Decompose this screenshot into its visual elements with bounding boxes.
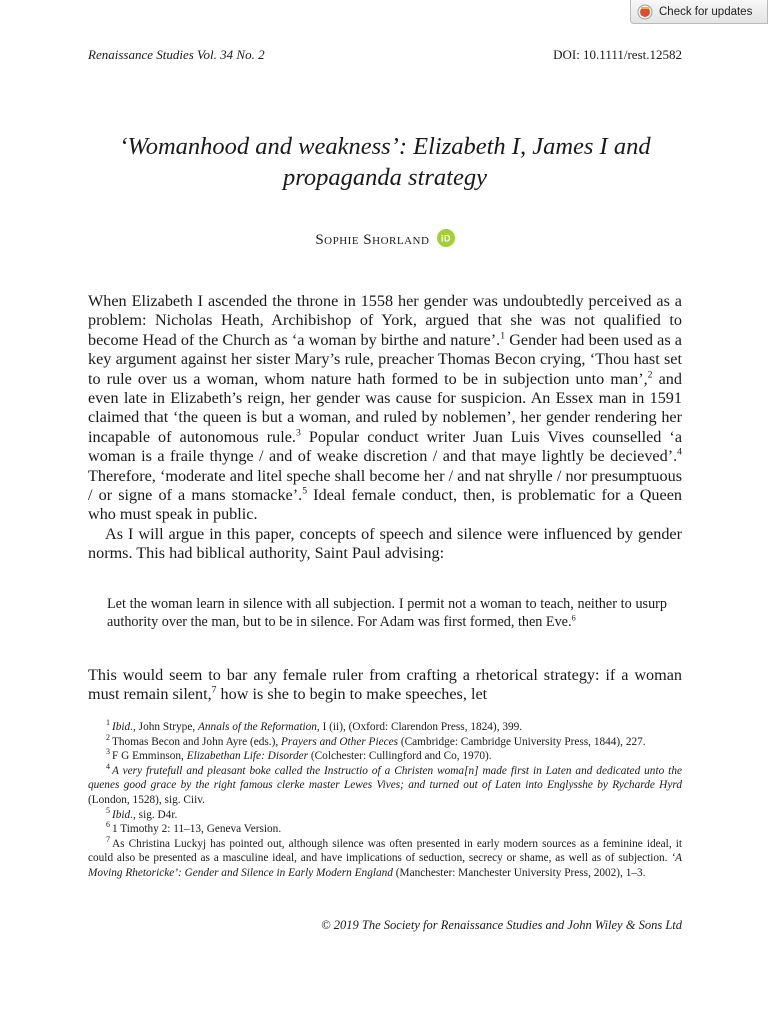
fn6-text-a: 1 Timothy 2: 11–13, Geneva Version.: [112, 823, 282, 836]
fn1-title: Annals of the Reformation: [198, 721, 317, 733]
footnote-4: [88, 764, 682, 808]
footnote-7: [88, 834, 682, 881]
fn2-text-b: (Cambridge: Cambridge University Press, 1844), 227.: [398, 735, 646, 748]
check-updates-icon: [637, 4, 653, 20]
orcid-label: iD: [440, 233, 451, 244]
orcid-icon[interactable]: [437, 229, 455, 247]
fn7-title: ‘A Moving Rhetoricke’: Gender and Silence in Early Modern England: [88, 852, 682, 879]
footnote-ref-3[interactable]: 3: [295, 427, 301, 439]
running-header: [88, 47, 682, 65]
footnote-3: [88, 749, 682, 764]
footnote-ref-1[interactable]: 1: [500, 330, 506, 342]
footnote-ref-6[interactable]: 6: [571, 611, 576, 622]
p3-text-a: This would seem to bar any female ruler from crafting a rhetorical strategy: if a woman must remain silent,: [88, 666, 682, 704]
p1-text-a: When Elizabeth I ascended the throne in 1558 her gender was undoubtedly perceived as a problem: Nicholas Heath, Archibishop of York, argued that she was not qualified to become Head of the Church as ‘a woman by birthe and nature’.: [88, 292, 682, 349]
footnotes: [88, 720, 682, 881]
footnote-ref-7[interactable]: 7: [211, 685, 217, 697]
footnote-1: [88, 720, 682, 735]
footnote-ref-4[interactable]: 4: [677, 446, 682, 458]
footnote-number: 3: [106, 747, 110, 757]
paragraph-2: As I will argue in this paper, concepts of speech and silence were influenced by gender norms. This had biblical authority, Saint Paul advising:: [88, 524, 682, 563]
author-first-name: Sophie: [315, 232, 360, 248]
check-for-updates-button[interactable]: [630, 0, 768, 24]
fn1-ibid: Ibid.: [112, 721, 134, 733]
footnote-5: [88, 805, 682, 823]
fn7-text-a: As Christina Luckyj has pointed out, although silence was often presented in early modern sources as a feminine ideal, it could also be presented as a masculine ideal, and have implications of seduction, secrecy or shame, as well as of subjection.: [88, 837, 682, 865]
fn5-ibid: Ibid.: [112, 808, 134, 821]
fn3-text-b: (Colchester: Cullingford and Co, 1970).: [308, 750, 492, 763]
p1-text-f: Ideal female conduct, then, is problematic for a Queen who must speak in public.: [88, 486, 682, 524]
fn4-title: A very frutefull and pleasant boke called the Instructio of a Christen woma[n] made first in Laten and dedicated unto the quenes good grace by the right famous clerke master Lewes Vives; and turned out of Laten into Englysshe by Rycharde Hyrd: [88, 764, 682, 792]
article-title: [88, 131, 682, 193]
footnote-number: 1: [106, 718, 110, 728]
author-line: [88, 229, 682, 249]
body-paragraphs: [88, 292, 682, 564]
footnote-number: 6: [106, 820, 110, 830]
block-quote: [107, 596, 667, 631]
check-for-updates-label: Check for updates: [659, 5, 753, 18]
fn5-text-b: , sig. D4r.: [133, 808, 178, 821]
doi: DOI: 10.1111/rest.12582: [553, 47, 682, 62]
fn1-text-a: , John Strype,: [133, 721, 198, 733]
title-line-1: ‘Womanhood and weakness’: Elizabeth I, James I and: [119, 133, 651, 160]
journal-name: Renaissance Studies Vol. 34 No. 2: [88, 47, 265, 62]
fn7-text-b: (Manchester: Manchester University Press, 2002), 1–3.: [392, 866, 646, 879]
fn2-title: Prayers and Other Pieces: [281, 735, 399, 748]
footnote-ref-5[interactable]: 5: [302, 485, 308, 497]
footnote-number: 2: [106, 732, 110, 742]
fn1-text-b: , I (ii), (Oxford: Clarendon Press, 1824), 399.: [316, 721, 523, 733]
p1-text-c: and even late in Elizabeth’s reign, her gender was cause for suspicion. An Essex man in 1591 claimed that ‘the queen is but a woman, and ruled by noblemen’, her gender rendering her incapable of autonomous rule.: [88, 369, 682, 446]
paragraph-1: [88, 292, 682, 525]
title-line-2: propaganda strategy: [283, 164, 487, 191]
copyright-footer: © 2019 The Society for Renaissance Studies and John Wiley & Sons Ltd: [321, 918, 682, 932]
footnote-number: 4: [106, 762, 110, 772]
footnote-number: 5: [106, 805, 110, 815]
p1-text-b: Gender had been used as a key argument against her sister Mary’s rule, preacher Thomas Becon crying, ‘Thou hast set to rule over us a woman, whom nature hath formed to be in subjection unto man’,: [88, 330, 682, 388]
fn3-text-a: F G Emminson,: [112, 750, 187, 763]
footnote-number: 7: [106, 834, 110, 844]
footnote-ref-2[interactable]: 2: [647, 369, 653, 381]
fn2-text-a: Thomas Becon and John Ayre (eds.),: [112, 735, 282, 748]
author-last-name: Shorland: [363, 232, 430, 248]
fn3-title: Elizabethan Life: Disorder: [186, 750, 309, 763]
p1-text-d: Popular conduct writer Juan Luis Vives counselled ‘a woman is a fraile thynge / and of weake discretion / and that maye lightly be decieved’.: [88, 427, 683, 466]
paragraph-3: [88, 666, 682, 705]
footnote-2: [88, 732, 682, 750]
footnote-6: [88, 822, 682, 837]
p3-text-b: how is she to begin to make speeches, let: [216, 685, 488, 704]
p1-text-e: Therefore, ‘moderate and litel speche shall become her / and nat shrylle / nor presumptuous / or signe of a mans stomacke’.: [88, 466, 682, 505]
quote-text: Let the woman learn in silence with all subjection. I permit not a woman to teach, neither to usurp authority over the man, but to be in silence. For Adam was first formed, then Eve.: [107, 596, 667, 630]
fn4-text-b: (London, 1528), sig. Ciiv.: [88, 793, 205, 806]
